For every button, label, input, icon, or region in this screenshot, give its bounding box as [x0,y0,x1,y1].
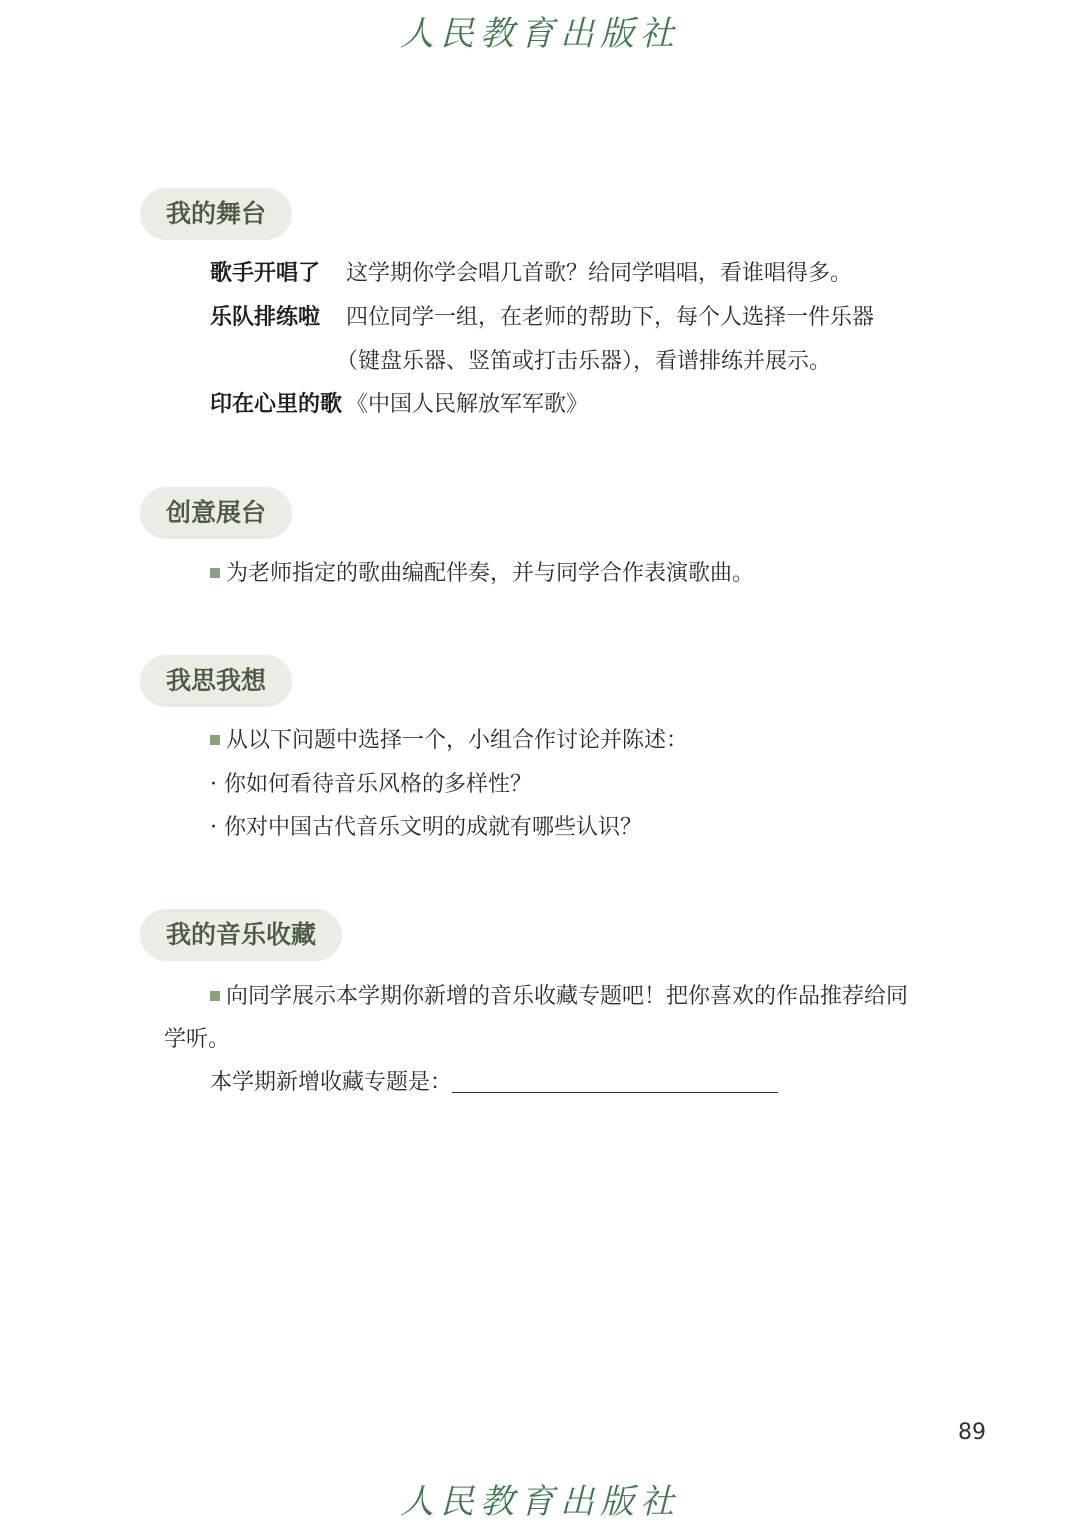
stage-item-song [210,390,588,420]
stage-item-band-continuation: （键盘乐器、竖笛或打击乐器），看谱排练并展示。 [336,349,832,374]
section-heading-thinking: 我思我想 [140,655,292,707]
collection-task-line2: 学听。 [164,1027,231,1052]
stage-item-band [210,303,874,333]
square-bullet-icon [210,735,220,745]
stage-item-text: 这学期你学会唱几首歌？给同学唱唱，看谁唱得多。 [346,261,853,286]
section-heading-stage: 我的舞台 [140,188,292,240]
thinking-question: · 你如何看待音乐风格的多样性？ [210,772,532,797]
thinking-intro [210,726,688,756]
publisher-watermark-bottom: 人民教育出版社 [400,1482,680,1522]
page-number: 89 [958,1420,986,1445]
stage-item-singer [210,259,852,289]
creative-task-text: 为老师指定的歌曲编配伴奏，并与同学合作表演歌曲。 [226,561,755,586]
creative-task [210,559,754,589]
section-heading-collection: 我的音乐收藏 [140,909,342,961]
collection-task-text: 向同学展示本学期你新增的音乐收藏专题吧！把你喜欢的作品推荐给同 [226,984,909,1009]
collection-fill-label: 本学期新增收藏专题是： [210,1070,453,1095]
collection-answer-blank[interactable] [452,1068,778,1093]
thinking-question: · 你对中国古代音乐文明的成就有哪些认识？ [210,815,642,840]
stage-item-text: 《中国人民解放军军歌》 [346,392,589,417]
thinking-intro-text: 从以下问题中选择一个，小组合作讨论并陈述： [226,728,689,753]
collection-fill-in [210,1068,778,1098]
square-bullet-icon [210,991,220,1001]
section-heading-creative: 创意展台 [140,487,292,539]
publisher-watermark-top: 人民教育出版社 [400,14,680,54]
square-bullet-icon [210,568,220,578]
collection-task-line1 [210,982,908,1012]
stage-item-text: 四位同学一组，在老师的帮助下，每个人选择一件乐器 [346,305,875,330]
stage-item-label: 印在心里的歌 [210,392,343,417]
stage-item-label: 乐队排练啦 [210,305,321,330]
stage-item-label: 歌手开唱了 [210,261,321,286]
